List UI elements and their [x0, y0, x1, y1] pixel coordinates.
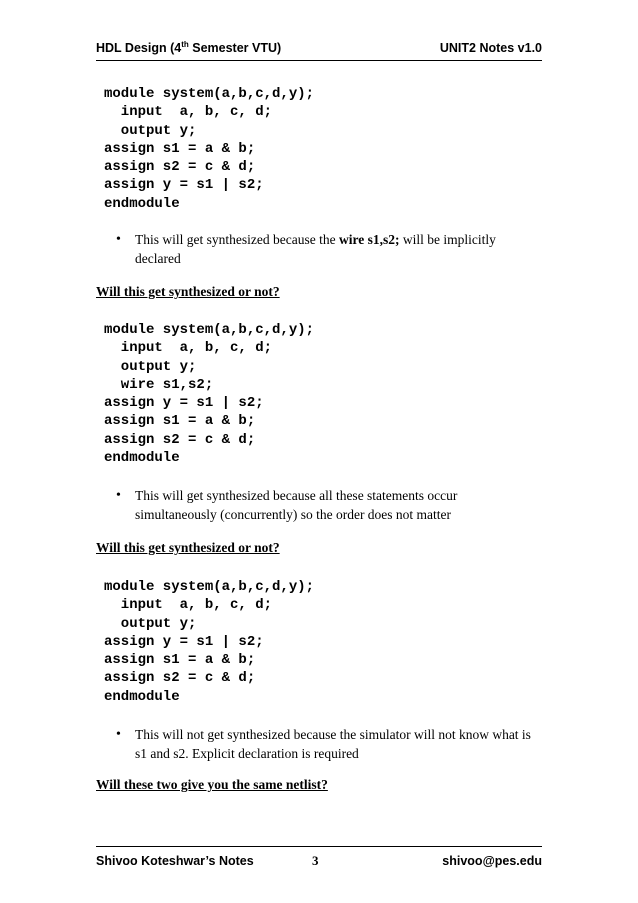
code-line: input a, b, c, d;	[104, 340, 273, 357]
code-line: input a, b, c, d;	[104, 104, 273, 121]
bullet-text	[135, 231, 535, 268]
code-line: assign s2 = c & d;	[104, 431, 256, 448]
question-heading-1: Will this get synthesized or not?	[96, 284, 280, 299]
code-line: module system(a,b,c,d,y);	[104, 86, 315, 102]
code-line: assign s1 = a & b;	[104, 413, 256, 430]
code-line: output y;	[104, 358, 197, 375]
bullet-icon: •	[116, 488, 121, 503]
code-block-3	[104, 578, 314, 706]
code-line: output y;	[104, 122, 197, 139]
code-line: endmodule	[104, 450, 180, 467]
code-line: assign y = s1 | s2;	[104, 177, 264, 194]
bullet-text: This will get synthesized because all these statements occur simultaneously (concurrently) so the order does not matter	[135, 488, 458, 522]
code-line: module system(a,b,c,d,y);	[104, 579, 315, 595]
code-line: assign s1 = a & b;	[104, 652, 256, 669]
code-line: assign s2 = c & d;	[104, 159, 256, 176]
code-block-2	[104, 321, 314, 467]
code-line: input a, b, c, d;	[104, 597, 273, 614]
bullet-text: This will not get synthesized because the simulator will not know what is s1 and s2. Explicit declaration is required	[135, 727, 531, 761]
bullet-text-part: will be implicitly declared	[135, 232, 496, 266]
header-title-superscript: th	[181, 39, 189, 49]
code-line: endmodule	[104, 688, 180, 705]
footer-email: shivoo@pes.edu	[442, 854, 542, 868]
bullet-icon: •	[116, 232, 121, 247]
code-line: assign y = s1 | s2;	[104, 395, 264, 412]
code-line: endmodule	[104, 195, 180, 212]
question-heading-3: Will these two give you the same netlist?	[96, 777, 328, 792]
bullet-text-bold: wire s1,s2;	[338, 232, 400, 247]
header-unit-label: UNIT2 Notes v1.0	[439, 41, 542, 55]
code-line: wire s1,s2;	[104, 376, 214, 393]
page-footer	[96, 846, 542, 867]
code-line: module system(a,b,c,d,y);	[104, 322, 315, 338]
header-title	[96, 40, 281, 56]
footer-author: Shivoo Koteshwar’s Notes	[96, 854, 254, 868]
bullet-icon: •	[116, 727, 121, 742]
code-line: output y;	[104, 615, 197, 632]
question-heading-2: Will this get synthesized or not?	[96, 540, 280, 555]
footer-page-number: 3	[312, 853, 319, 868]
page-header	[96, 38, 542, 61]
header-title-prefix: HDL Design (4	[96, 41, 182, 55]
code-line: assign s2 = c & d;	[104, 670, 256, 687]
header-title-suffix: Semester VTU)	[188, 41, 282, 55]
bullet-text-part: This will get synthesized because the	[135, 232, 339, 247]
code-block-1	[104, 85, 314, 213]
code-line: assign s1 = a & b;	[104, 140, 256, 157]
code-line: assign y = s1 | s2;	[104, 633, 264, 650]
